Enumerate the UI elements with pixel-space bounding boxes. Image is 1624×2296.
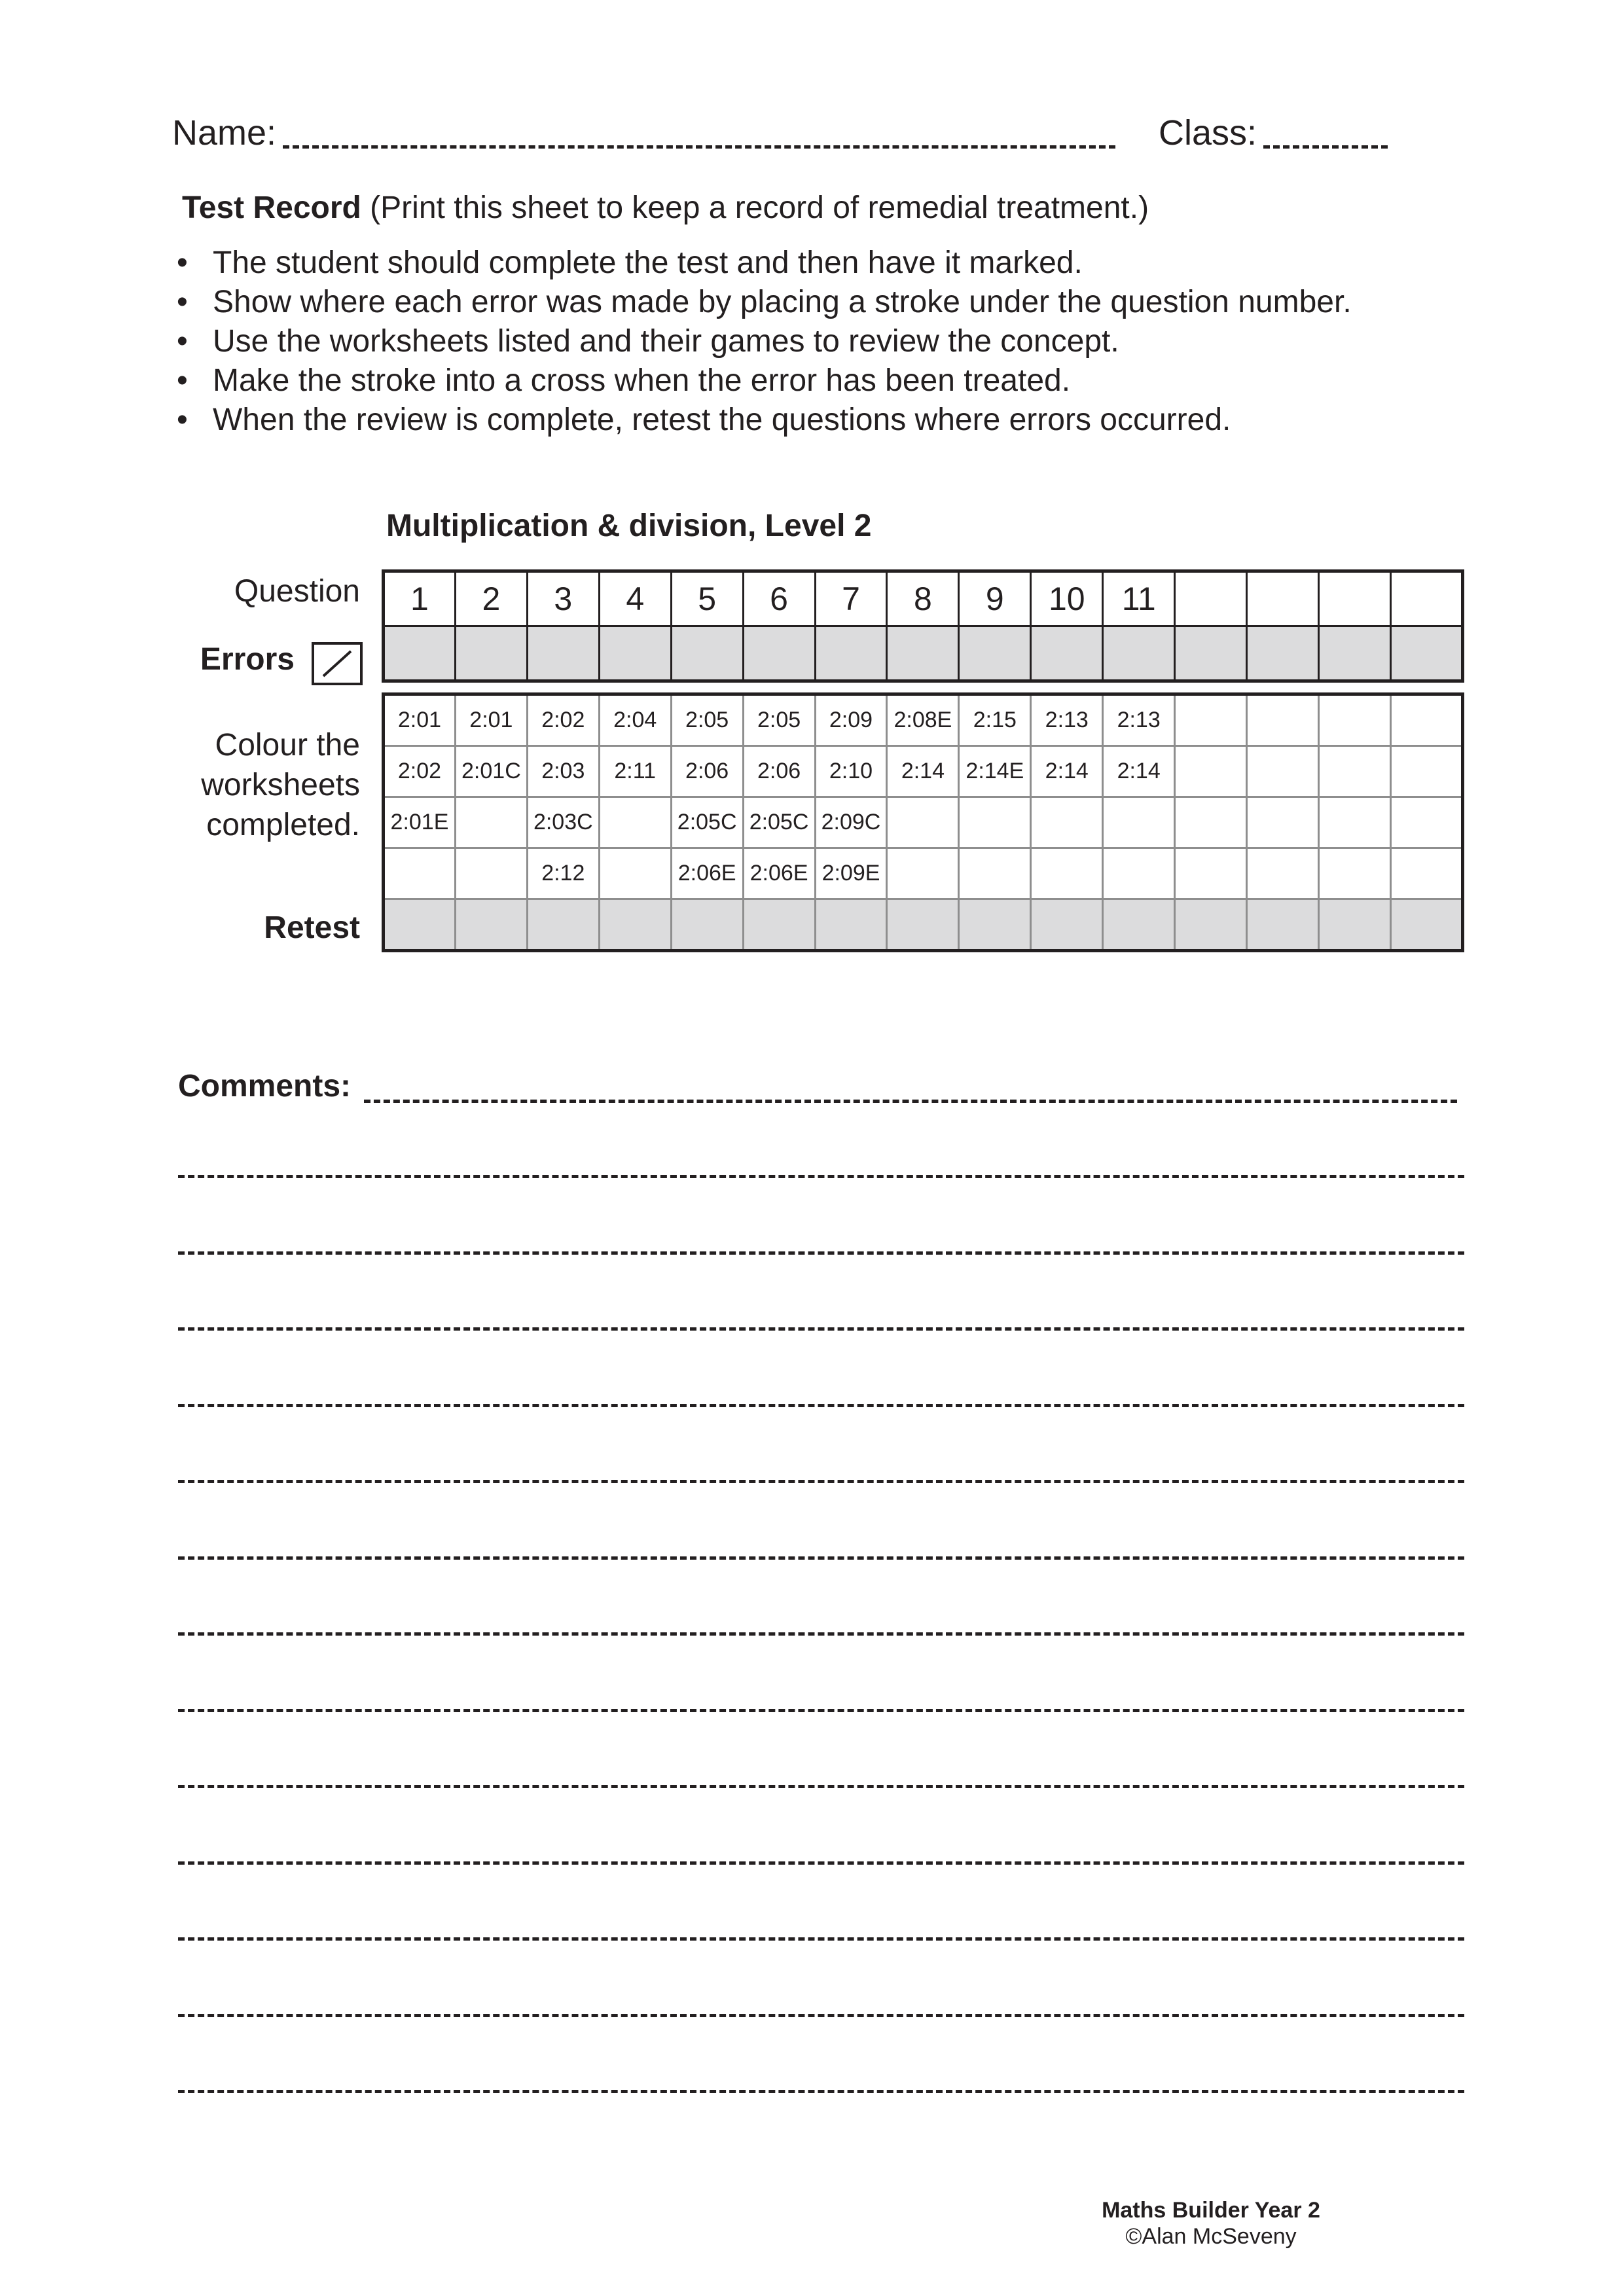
worksheet-cell[interactable] (1318, 694, 1390, 746)
question-cell: 11 (1103, 571, 1175, 626)
retest-cell[interactable] (887, 899, 959, 951)
worksheet-cell[interactable]: 2:09 (815, 694, 887, 746)
worksheet-cell[interactable]: 2:05 (671, 694, 743, 746)
worksheet-cell[interactable]: 2:10 (815, 746, 887, 797)
retest-cell[interactable] (455, 899, 527, 951)
retest-cell[interactable] (527, 899, 599, 951)
retest-cell[interactable] (599, 899, 671, 951)
worksheet-cell[interactable] (1247, 746, 1319, 797)
retest-cell[interactable] (1103, 899, 1175, 951)
worksheet-cell[interactable] (1247, 848, 1319, 899)
worksheet-cell[interactable]: 2:02 (384, 746, 456, 797)
worksheet-cell[interactable] (1031, 797, 1103, 848)
list-item: • Show where each error was made by placing a stroke under the question number. (173, 283, 1587, 322)
comment-line[interactable] (178, 1861, 1464, 1865)
worksheet-cell[interactable] (1390, 797, 1462, 848)
comment-line[interactable] (178, 2014, 1464, 2017)
bullet-icon: • (177, 245, 188, 280)
worksheet-cell[interactable]: 2:11 (599, 746, 671, 797)
worksheet-cell[interactable]: 2:01 (384, 694, 456, 746)
error-cell[interactable] (455, 626, 527, 681)
footer-title: Maths Builder Year 2 (1102, 2198, 1320, 2223)
worksheet-cell[interactable] (959, 848, 1031, 899)
worksheet-cell[interactable]: 2:05 (743, 694, 815, 746)
error-cell[interactable] (1031, 626, 1103, 681)
worksheet-cell[interactable]: 2:15 (959, 694, 1031, 746)
worksheet-cell[interactable] (1175, 797, 1247, 848)
error-cell[interactable] (527, 626, 599, 681)
error-cell[interactable] (1175, 626, 1247, 681)
name-label: Name: (172, 113, 277, 152)
worksheet-cell[interactable]: 2:05C (743, 797, 815, 848)
error-cell[interactable] (887, 626, 959, 681)
name-line[interactable] (283, 145, 1115, 149)
worksheet-cell[interactable]: 2:14 (1103, 746, 1175, 797)
comment-line[interactable] (178, 1632, 1464, 1636)
retest-row (384, 899, 1463, 951)
worksheet-cell[interactable] (599, 797, 671, 848)
question-cell: 7 (815, 571, 887, 626)
question-cell (1175, 571, 1247, 626)
question-cell: 2 (455, 571, 527, 626)
worksheet-cell[interactable] (1175, 694, 1247, 746)
question-table (382, 569, 1464, 683)
class-label: Class: (1159, 113, 1257, 152)
question-cell: 6 (743, 571, 815, 626)
question-cell: 8 (887, 571, 959, 626)
retest-cell[interactable] (384, 899, 456, 951)
question-cell (1247, 571, 1319, 626)
worksheet-cell[interactable] (1247, 694, 1319, 746)
errors-row (384, 626, 1463, 681)
worksheet-cell[interactable] (1103, 797, 1175, 848)
colour-label: Colour the worksheets completed. (201, 728, 360, 842)
error-cell[interactable] (1247, 626, 1319, 681)
worksheet-cell[interactable]: 2:06 (671, 746, 743, 797)
comment-line[interactable] (178, 1709, 1464, 1712)
list-item: • Make the stroke into a cross when the error has been treated. (173, 361, 1587, 401)
worksheet-cell[interactable] (1390, 694, 1462, 746)
worksheet-cell[interactable] (455, 797, 527, 848)
worksheet-cell[interactable] (1247, 797, 1319, 848)
list-item: • When the review is complete, retest the questions where errors occurred. (173, 401, 1587, 440)
comment-line[interactable] (178, 1785, 1464, 1788)
list-item: • Use the worksheets listed and their games to review the concept. (173, 322, 1587, 361)
worksheets-table (382, 692, 1464, 952)
worksheet-cell[interactable]: 2:04 (599, 694, 671, 746)
comment-line[interactable] (178, 1327, 1464, 1331)
worksheet-cell[interactable]: 2:01 (455, 694, 527, 746)
question-cell: 4 (599, 571, 671, 626)
retest-cell[interactable] (815, 899, 887, 951)
footer-copyright: ©Alan McSeveny (1125, 2224, 1297, 2249)
question-cell: 1 (384, 571, 456, 626)
question-cell (1318, 571, 1390, 626)
worksheet-row (384, 746, 1463, 797)
worksheet-cell[interactable] (1175, 746, 1247, 797)
errors-label: Errors (200, 642, 295, 677)
error-cell[interactable] (815, 626, 887, 681)
question-cell: 9 (959, 571, 1031, 626)
worksheet-cell[interactable]: 2:09C (815, 797, 887, 848)
comments-label: Comments: (178, 1069, 352, 1103)
worksheet-row (384, 694, 1463, 746)
bullet-icon: • (177, 363, 188, 398)
worksheet-cell[interactable]: 2:06E (671, 848, 743, 899)
worksheet-cell[interactable] (599, 848, 671, 899)
retest-cell[interactable] (671, 899, 743, 951)
comment-line[interactable] (178, 1937, 1464, 1941)
question-cell: 10 (1031, 571, 1103, 626)
worksheet-cell[interactable]: 2:06E (743, 848, 815, 899)
question-cell (1390, 571, 1462, 626)
intro-text (182, 190, 1149, 226)
retest-cell[interactable] (1318, 899, 1390, 951)
question-row (384, 571, 1463, 626)
comment-line[interactable] (364, 1100, 1457, 1103)
comment-line[interactable] (178, 1251, 1464, 1255)
worksheet-cell[interactable]: 2:14 (887, 746, 959, 797)
worksheet-cell[interactable] (1318, 797, 1390, 848)
error-cell[interactable] (384, 626, 456, 681)
error-cell[interactable] (599, 626, 671, 681)
comment-line[interactable] (178, 1556, 1464, 1560)
worksheet-cell[interactable]: 2:09E (815, 848, 887, 899)
worksheet-cell[interactable]: 2:03 (527, 746, 599, 797)
stroke-key-icon (312, 642, 363, 685)
worksheet-cell[interactable]: 2:13 (1103, 694, 1175, 746)
worksheet-cell[interactable] (887, 797, 959, 848)
worksheet-cell[interactable]: 2:14 (1031, 746, 1103, 797)
list-item: • The student should complete the test and then have it marked. (173, 243, 1587, 283)
table-title: Multiplication & division, Level 2 (386, 509, 872, 543)
worksheet-cell[interactable]: 2:12 (527, 848, 599, 899)
worksheet-cell[interactable]: 2:06 (743, 746, 815, 797)
error-cell[interactable] (1318, 626, 1390, 681)
worksheet-cell[interactable]: 2:03C (527, 797, 599, 848)
worksheet-cell[interactable] (384, 848, 456, 899)
worksheet-cell[interactable] (1318, 848, 1390, 899)
instruction-list (173, 243, 1587, 440)
worksheet-cell[interactable] (1318, 746, 1390, 797)
intro-bold: Test Record (182, 190, 361, 225)
class-line[interactable] (1263, 145, 1388, 149)
comment-line[interactable] (178, 1175, 1464, 1178)
bullet-icon: • (177, 403, 188, 437)
bullet-icon: • (177, 324, 188, 359)
worksheet-cell[interactable]: 2:14E (959, 746, 1031, 797)
worksheet-cell[interactable]: 2:08E (887, 694, 959, 746)
question-label: Question (234, 574, 360, 609)
retest-cell[interactable] (1031, 899, 1103, 951)
bullet-icon: • (177, 285, 188, 319)
question-cell: 3 (527, 571, 599, 626)
worksheet-row (384, 848, 1463, 899)
worksheet-row (384, 797, 1463, 848)
worksheet-cell[interactable] (1390, 848, 1462, 899)
worksheet-cell[interactable]: 2:05C (671, 797, 743, 848)
worksheet-cell[interactable] (1390, 746, 1462, 797)
intro-rest: (Print this sheet to keep a record of remedial treatment.) (361, 190, 1149, 225)
worksheet-cell[interactable] (1031, 848, 1103, 899)
comment-line[interactable] (178, 2090, 1464, 2093)
retest-cell[interactable] (1390, 899, 1462, 951)
retest-cell[interactable] (1247, 899, 1319, 951)
worksheet-cell[interactable]: 2:02 (527, 694, 599, 746)
worksheet-cell[interactable] (1175, 848, 1247, 899)
worksheet-cell[interactable] (455, 848, 527, 899)
comment-line[interactable] (178, 1480, 1464, 1483)
error-cell[interactable] (959, 626, 1031, 681)
error-cell[interactable] (1390, 626, 1462, 681)
worksheet-cell[interactable] (887, 848, 959, 899)
error-cell[interactable] (1103, 626, 1175, 681)
retest-label: Retest (264, 910, 360, 945)
worksheet-cell[interactable]: 2:01C (455, 746, 527, 797)
worksheet-cell[interactable] (959, 797, 1031, 848)
comment-line[interactable] (178, 1404, 1464, 1407)
worksheet-cell[interactable]: 2:13 (1031, 694, 1103, 746)
retest-cell[interactable] (743, 899, 815, 951)
question-cell: 5 (671, 571, 743, 626)
error-cell[interactable] (743, 626, 815, 681)
worksheet-cell[interactable] (1103, 848, 1175, 899)
error-cell[interactable] (671, 626, 743, 681)
worksheet-cell[interactable]: 2:01E (384, 797, 456, 848)
retest-cell[interactable] (959, 899, 1031, 951)
retest-cell[interactable] (1175, 899, 1247, 951)
